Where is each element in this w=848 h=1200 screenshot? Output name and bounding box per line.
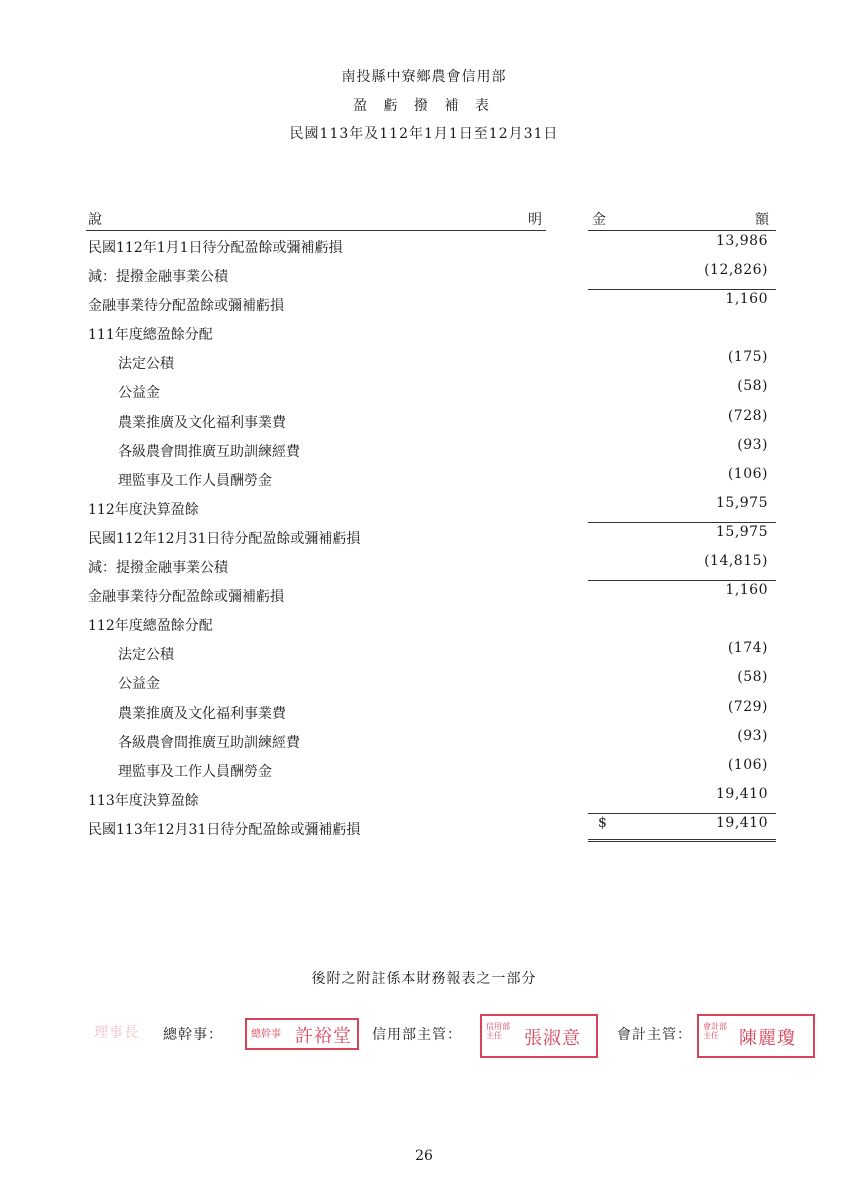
table-row [0,815,848,844]
org-name: 南投縣中寮鄉農會信用部 [341,69,507,85]
row-amount: (12,826) [704,262,768,279]
row-label: 法定公積 [118,356,174,373]
column-header-desc-left: 說 [88,212,102,228]
table-row [0,437,848,466]
gm-stamp-name: 許裕堂 [295,1026,352,1047]
gm-stamp-title: 總幹事 [251,1029,281,1040]
row-amount: (93) [737,727,768,744]
row-amount: (175) [727,349,768,366]
statement-table [0,233,848,844]
row-amount: (14,815) [704,553,768,570]
table-row [0,408,848,437]
table-row [0,349,848,378]
row-amount: 15,975 [716,523,768,540]
credit-stamp-title: 信用部主任 [486,1022,510,1040]
row-amount: (729) [727,698,768,715]
faded-chairman-stamp [88,1018,152,1048]
subtotal-rule [588,580,776,581]
table-row [0,757,848,786]
row-amount: (106) [727,756,768,773]
table-row [0,669,848,698]
row-label: 民國112年12月31日待分配盈餘或彌補虧損 [88,530,361,547]
row-amount: (106) [727,465,768,482]
table-row [0,291,848,320]
total-double-rule [588,839,776,842]
row-amount: (174) [727,640,768,657]
row-label: 農業推廣及文化福利事業費 [118,414,286,431]
row-amount: (58) [737,378,768,395]
table-row [0,611,848,640]
subtotal-rule [588,813,776,814]
credit-manager-stamp [480,1014,598,1058]
table-row [0,699,848,728]
row-label: 農業推廣及文化福利事業費 [118,705,286,722]
table-row [0,553,848,582]
row-label: 各級農會間推廣互助訓練經費 [118,443,300,460]
row-amount: (728) [727,407,768,424]
page-number: 26 [415,1148,433,1164]
acct-stamp-name: 陳麗瓊 [739,1028,796,1049]
report-title: 盈 虧 撥 補 表 [353,98,495,114]
row-label: 各級農會間推廣互助訓練經費 [118,734,300,751]
acct-stamp-title: 會計部主任 [703,1022,727,1040]
gm-label: 總幹事： [163,1027,223,1043]
row-label: 理監事及工作人員酬勞金 [118,472,272,489]
accounting-manager-stamp [697,1014,815,1058]
table-row [0,466,848,495]
column-header-amt-right: 額 [755,212,769,228]
table-row [0,786,848,815]
row-label: 111年度總盈餘分配 [88,327,213,344]
row-label: 理監事及工作人員酬勞金 [118,763,272,780]
row-label: 公益金 [118,676,160,693]
subtotal-rule [588,522,776,523]
row-label: 減：提撥金融事業公積 [88,269,228,286]
column-header-amt-left: 金 [592,212,606,228]
column-header-desc-right: 明 [528,212,542,228]
table-row [0,262,848,291]
subtotal-rule [588,289,776,290]
row-label: 金融事業待分配盈餘或彌補虧損 [88,589,284,606]
table-row [0,728,848,757]
row-label: 減：提撥金融事業公積 [88,560,228,577]
table-row [0,233,848,262]
row-amount: 19,410 [716,785,768,802]
table-row [0,378,848,407]
row-label: 金融事業待分配盈餘或彌補虧損 [88,298,284,315]
row-label: 112年度決算盈餘 [88,501,199,518]
gm-stamp [245,1018,359,1050]
currency-symbol: $ [598,814,607,831]
table-row [0,524,848,553]
row-amount: 13,986 [716,233,768,249]
row-amount: (58) [737,669,768,686]
row-label: 民國113年12月31日待分配盈餘或彌補虧損 [88,821,361,838]
credit-stamp-name: 張淑意 [524,1028,581,1049]
row-amount: 19,410 [716,814,768,831]
accounting-manager-label: 會計主管： [617,1027,692,1043]
row-label: 113年度決算盈餘 [88,792,199,809]
row-label: 112年度總盈餘分配 [88,618,213,635]
faded-stamp-text: 理事長 [94,1025,139,1041]
row-amount: (93) [737,436,768,453]
row-amount: 15,975 [716,494,768,511]
table-row [0,495,848,524]
row-label: 民國112年1月1日待分配盈餘或彌補虧損 [88,240,343,256]
table-row [0,640,848,669]
row-amount: 1,160 [725,582,768,599]
credit-manager-label: 信用部主管： [372,1027,462,1043]
header-divider-desc [86,230,546,231]
table-row [0,320,848,349]
table-row [0,582,848,611]
row-label: 公益金 [118,385,160,402]
row-label: 法定公積 [118,647,174,664]
header-divider-amount [588,230,776,231]
row-amount: 1,160 [725,291,768,308]
footnote: 後附之附註係本財務報表之一部分 [311,971,537,987]
report-period: 民國113年及112年1月1日至12月31日 [289,126,559,142]
